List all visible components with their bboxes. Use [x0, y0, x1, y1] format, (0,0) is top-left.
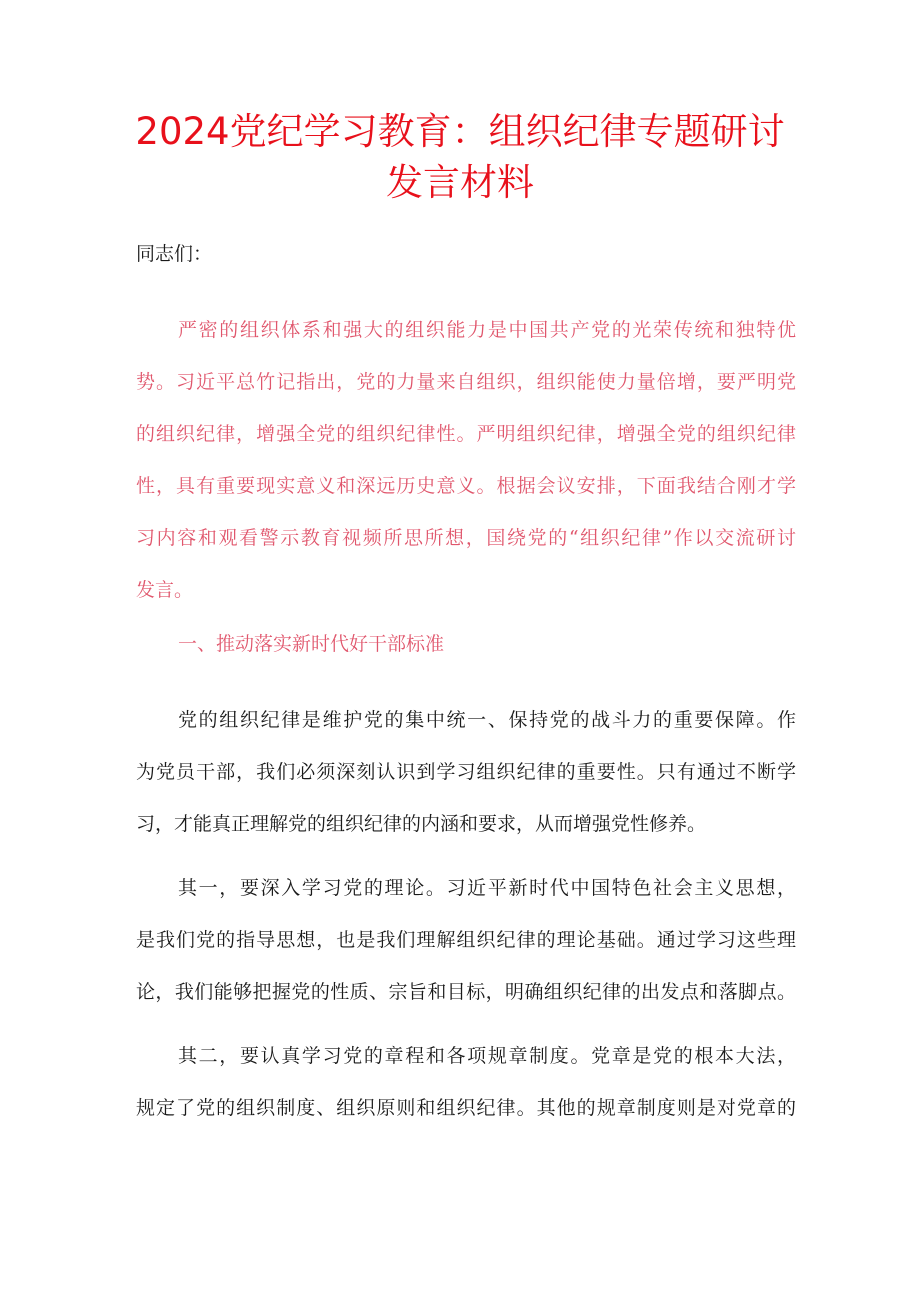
intro-line-1: 严密的组织体系和强大的组织能力是中国共产党的光荣传统和独特优 [178, 319, 796, 341]
para2-line-2: 是我们党的指导思想，也是我们理解组织纪律的理论基础。通过学习这些理 [136, 929, 796, 951]
para1-line-2: 为党员干部，我们必须深刻认识到学习组织纪律的重要性。只有通过不断学 [136, 761, 796, 783]
para1-line-1: 党的组织纪律是维护党的集中统一、保持党的战斗力的重要保障。作 [178, 709, 796, 731]
intro-line-2: 势。习近平总竹记指出，党的力量来自组织，组织能使力量倍增，要严明党 [136, 371, 796, 393]
para3-line-2: 规定了党的组织制度、组织原则和组织纪律。其他的规章制度则是对党章的 [136, 1097, 796, 1119]
body-paragraph-2 [136, 862, 796, 1018]
salutation: 同志们： [136, 243, 213, 265]
para2-line-1: 其一，要深入学习党的理论。习近平新时代中国特色社会主义思想， [178, 877, 796, 899]
intro-line-4: 性，具有重要现实意义和深远历史意义。根据会议安排，下面我结合刚才学 [136, 475, 796, 497]
section-heading-1: 一、推动落实新时代好干部标准 [178, 633, 445, 655]
body-paragraph-3 [136, 1030, 796, 1134]
body-paragraph-1 [136, 694, 796, 850]
para3-line-1: 其二，要认真学习党的章程和各项规章制度。党章是党的根本大法， [178, 1045, 796, 1067]
title-line-2: 发言材料 [386, 161, 534, 204]
intro-line-5: 习内容和观看警示教育视频所思所想，国绕党的“组织纪律”作以交流研讨 [136, 527, 796, 549]
document-title [100, 106, 820, 208]
para1-line-3: 习，才能真正理解党的组织纪律的内涵和要求，从而增强党性修养。 [136, 813, 707, 835]
intro-paragraph [136, 304, 796, 616]
title-line-1: 2024党纪学习教育：组织纪律专题研讨 [135, 110, 785, 153]
para2-line-3: 论，我们能够把握党的性质、宗旨和目标，明确组织纪律的出发点和落脚点。 [136, 981, 796, 1003]
intro-line-3: 的组织纪律，增强全党的组织纪律性。严明组织纪律，增强全党的组织纪律 [136, 423, 796, 445]
intro-line-6: 发言。 [136, 579, 194, 601]
